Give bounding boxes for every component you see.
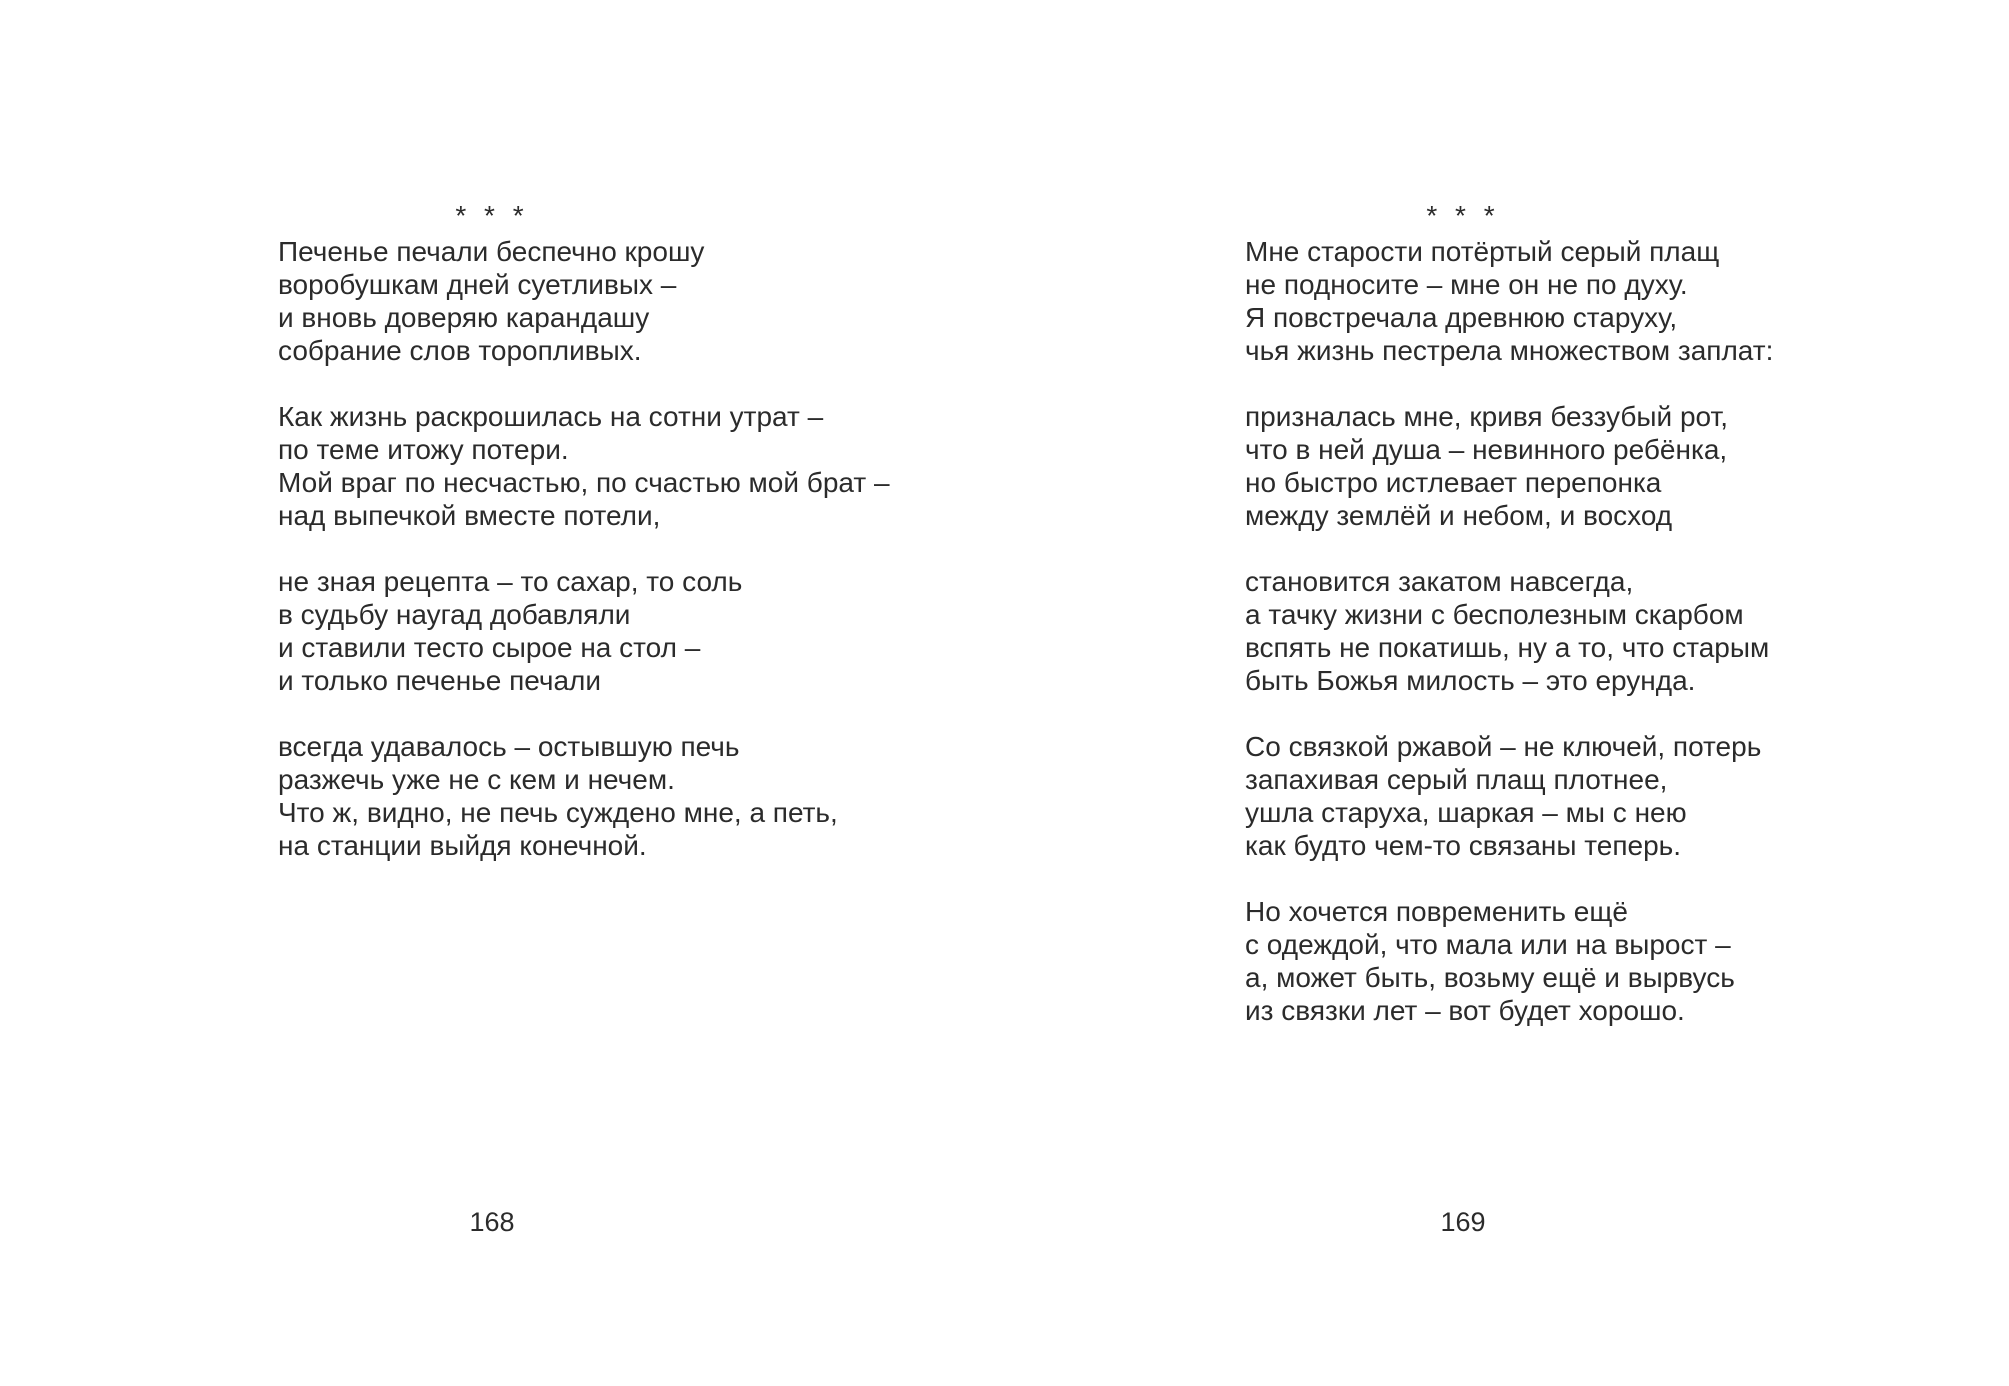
stanza: [278, 235, 890, 367]
stanza: [1245, 235, 1773, 367]
poem-line: но быстро истлевает перепонка: [1245, 467, 1662, 498]
stanza: [1245, 565, 1773, 697]
stanza: [278, 730, 890, 862]
poem-line: Мой враг по несчастью, по счастью мой брат –: [278, 467, 890, 498]
poem-line: и вновь доверяю карандашу: [278, 302, 650, 333]
poem-line: и ставили тесто сырое на стол –: [278, 632, 701, 663]
poem-line: Со связкой ржавой – не ключей, потерь: [1245, 731, 1762, 762]
poem-line: а тачку жизни с бесполезным скарбом: [1245, 599, 1744, 630]
poem-line: как будто чем-то связаны теперь.: [1245, 830, 1682, 861]
poem-line: не зная рецепта – то сахар, то соль: [278, 566, 743, 597]
poem-line: собрание слов торопливых.: [278, 335, 642, 366]
poem-line: из связки лет – вот будет хорошо.: [1245, 995, 1685, 1026]
page-number-left: 168: [469, 1207, 515, 1237]
page-left: [278, 0, 890, 1386]
poem-line: Как жизнь раскрошилась на сотни утрат –: [278, 401, 824, 432]
poem-line: вспять не покатишь, ну а то, что старым: [1245, 632, 1770, 663]
stanza: [278, 565, 890, 697]
poem-line: над выпечкой вместе потели,: [278, 500, 661, 531]
poem-line: в судьбу наугад добавляли: [278, 599, 631, 630]
poem-line: призналась мне, кривя беззубый рот,: [1245, 401, 1728, 432]
poem-line: всегда удавалось – остывшую печь: [278, 731, 740, 762]
section-separator-left: * * *: [455, 200, 529, 231]
poem-line: Мне старости потёртый серый плащ: [1245, 236, 1720, 267]
poem-line: воробушкам дней суетливых –: [278, 269, 677, 300]
poem-line: Печенье печали беспечно крошу: [278, 236, 705, 267]
poem-line: на станции выйдя конечной.: [278, 830, 647, 861]
poem-line: быть Божья милость – это ерунда.: [1245, 665, 1696, 696]
poem-line: запахивая серый плащ плотнее,: [1245, 764, 1668, 795]
stanza: [1245, 400, 1773, 532]
poem-line: Но хочется повременить ещё: [1245, 896, 1628, 927]
poem-line: и только печенье печали: [278, 665, 602, 696]
poem-line: Что ж, видно, не печь суждено мне, а петь,: [278, 797, 838, 828]
stanza: [1245, 730, 1773, 862]
poem-line: а, может быть, возьму ещё и вырвусь: [1245, 962, 1735, 993]
poem-line: что в ней душа – невинного ребёнка,: [1245, 434, 1728, 465]
poem-line: не подносите – мне он не по духу.: [1245, 269, 1688, 300]
poem-line: по теме итожу потери.: [278, 434, 569, 465]
poem-line: Я повстречала древнюю старуху,: [1245, 302, 1678, 333]
poem-line: между землёй и небом, и восход: [1245, 500, 1673, 531]
section-separator-right: * * *: [1426, 200, 1500, 231]
poem-line: с одеждой, что мала или на вырост –: [1245, 929, 1731, 960]
poem-line: ушла старуха, шаркая – мы с нею: [1245, 797, 1687, 828]
page-right: [1245, 0, 1774, 1386]
stanza: [1245, 895, 1773, 1027]
poem-left: [278, 235, 890, 862]
poem-line: разжечь уже не с кем и нечем.: [278, 764, 675, 795]
stanza: [278, 400, 890, 532]
poem-right: [1245, 235, 1773, 1027]
poem-line: чья жизнь пестрела множеством заплат:: [1245, 335, 1774, 366]
poem-line: становится закатом навсегда,: [1245, 566, 1634, 597]
page-number-right: 169: [1440, 1207, 1486, 1237]
